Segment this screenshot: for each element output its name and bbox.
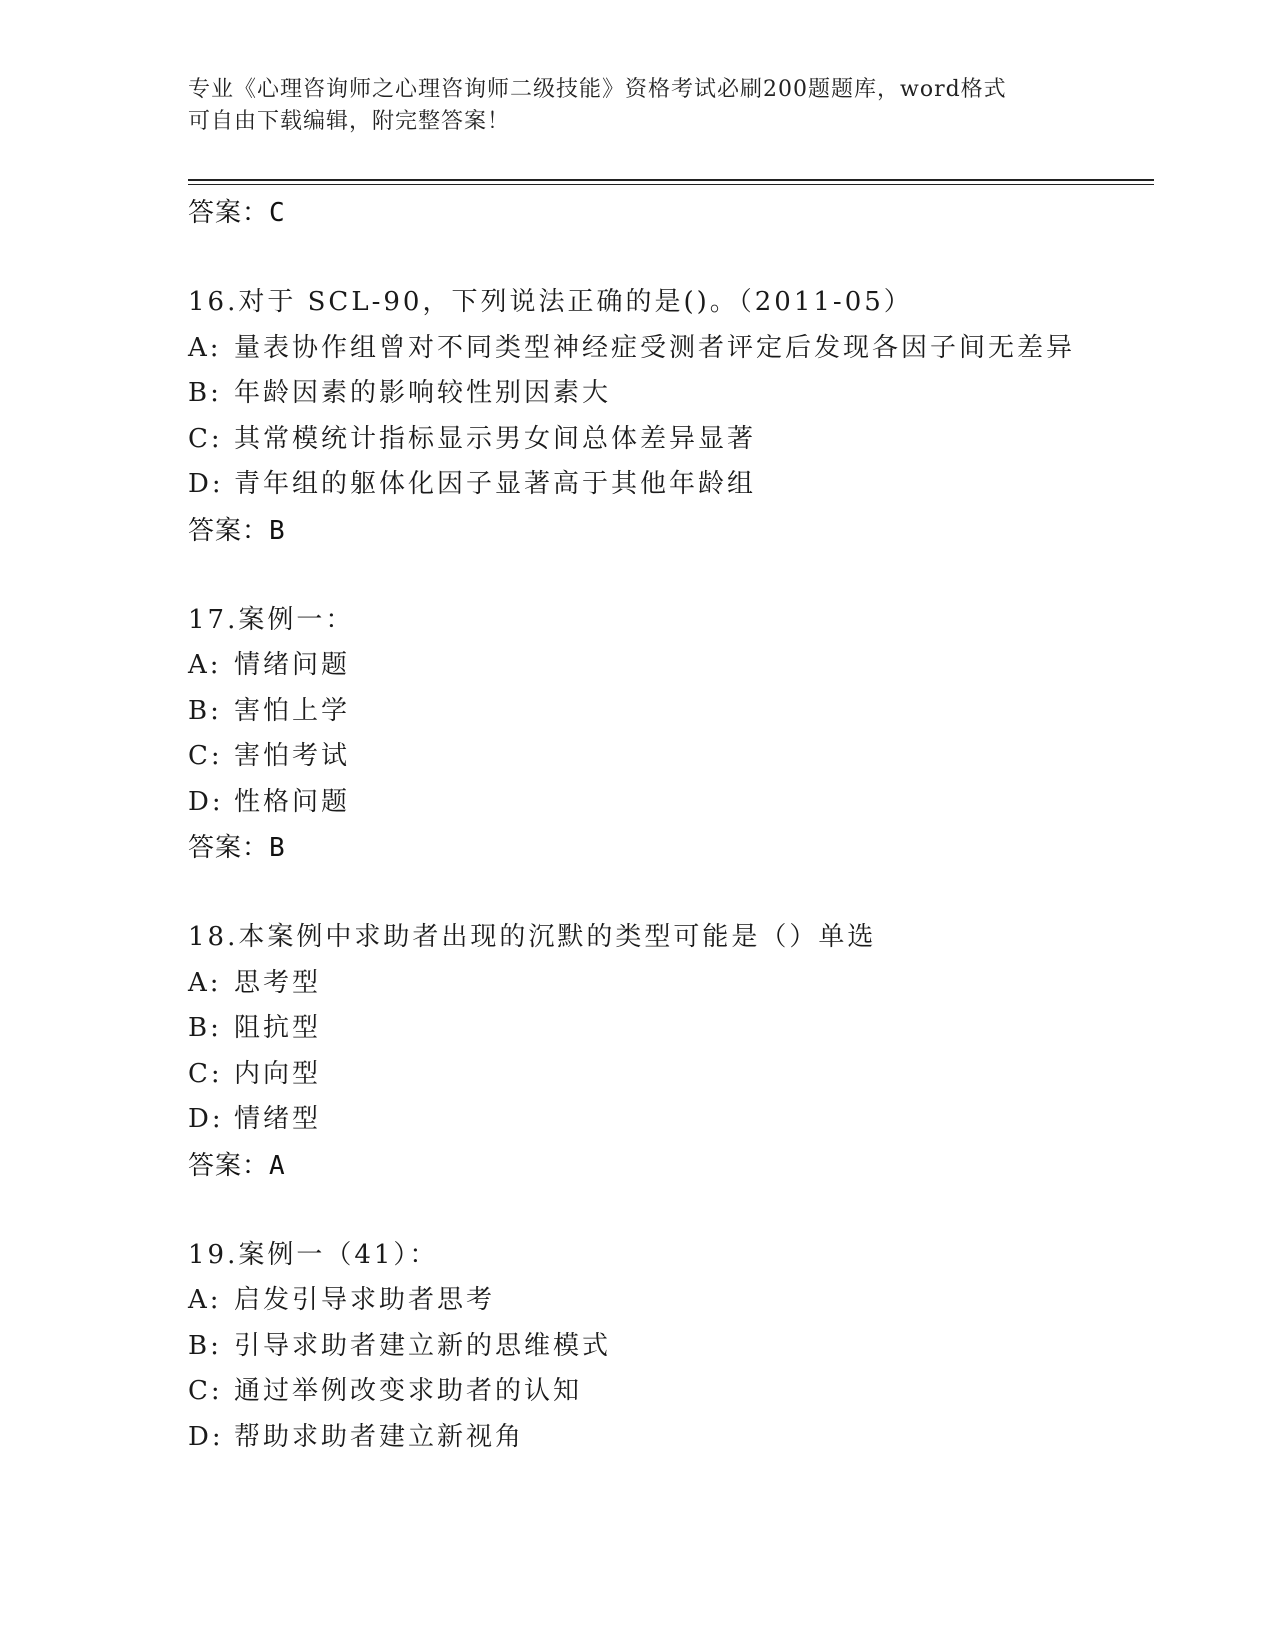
option-d — [188, 462, 1148, 508]
option-b — [188, 1006, 1148, 1052]
option-a — [188, 1278, 1148, 1324]
document-header — [188, 74, 1088, 138]
option-key: B: — [188, 695, 222, 726]
answer-value: B — [269, 833, 286, 863]
option-key: A: — [188, 332, 222, 363]
question-block — [188, 1233, 1148, 1461]
answer-label: 答案： — [188, 1150, 270, 1181]
option-d — [188, 780, 1148, 826]
header-divider-thick — [188, 179, 1154, 181]
option-text: 引导求助者建立新的思维模式 — [234, 1330, 612, 1361]
answer-value: A — [269, 1150, 286, 1181]
answer-line — [188, 508, 1148, 554]
option-key: A: — [188, 967, 222, 998]
answer-label: 答案： — [188, 833, 270, 863]
option-key: D: — [188, 786, 224, 817]
option-key: A: — [188, 650, 222, 680]
option-text: 启发引导求助者思考 — [234, 1285, 496, 1315]
answer-line — [188, 1143, 1148, 1189]
option-key: D: — [188, 1421, 224, 1452]
question-block — [188, 280, 1148, 554]
answer-line — [188, 825, 1148, 871]
option-c — [188, 734, 1148, 780]
option-text: 思考型 — [234, 967, 322, 998]
question-block — [188, 915, 1148, 1189]
option-a — [188, 643, 1148, 689]
question-title: 17.案例一： — [188, 604, 355, 635]
answer-value: B — [269, 515, 286, 546]
header-divider-thin — [188, 184, 1154, 185]
option-text: 情绪问题 — [234, 650, 351, 680]
option-b — [188, 689, 1148, 735]
option-key: C: — [188, 1058, 223, 1089]
answer-line — [188, 190, 1148, 236]
option-key: B: — [188, 378, 222, 408]
option-c — [188, 1052, 1148, 1098]
option-text: 阻抗型 — [234, 1013, 322, 1043]
option-key: C: — [188, 1376, 223, 1406]
answer-value: C — [269, 198, 286, 228]
option-key: B: — [188, 1013, 222, 1043]
option-a — [188, 961, 1148, 1007]
option-d — [188, 1415, 1148, 1461]
option-text: 年龄因素的影响较性别因素大 — [234, 378, 612, 408]
answer-label: 答案： — [188, 198, 270, 228]
option-key: C: — [188, 423, 223, 454]
option-key: A: — [188, 1285, 222, 1315]
question-block — [188, 598, 1148, 872]
option-b — [188, 1324, 1148, 1370]
option-d — [188, 1097, 1148, 1143]
document-body — [188, 190, 1148, 1460]
option-text: 害怕上学 — [234, 695, 351, 726]
option-c — [188, 417, 1148, 463]
option-text: 内向型 — [234, 1058, 322, 1089]
option-text: 性格问题 — [234, 786, 351, 817]
option-key: D: — [188, 469, 224, 499]
option-text: 青年组的躯体化因子显著高于其他年龄组 — [234, 469, 757, 499]
option-text: 通过举例改变求助者的认知 — [234, 1376, 583, 1406]
option-key: B: — [188, 1330, 222, 1361]
option-text: 害怕考试 — [234, 741, 351, 771]
option-key: D: — [188, 1104, 224, 1134]
header-line-2: 可自由下载编辑，附完整答案！ — [188, 109, 511, 134]
option-text: 帮助求助者建立新视角 — [234, 1421, 525, 1452]
header-line-1: 专业《心理咨询师之心理咨询师二级技能》资格考试必刷200题题库，word格式 — [188, 77, 1007, 102]
option-c — [188, 1369, 1148, 1415]
question-title: 19.案例一（41）： — [188, 1239, 439, 1270]
question-title: 18.本案例中求助者出现的沉默的类型可能是（）单选 — [188, 922, 877, 952]
option-b — [188, 371, 1148, 417]
option-text: 情绪型 — [234, 1104, 322, 1134]
option-a — [188, 326, 1148, 372]
option-text: 其常模统计指标显示男女间总体差异显著 — [234, 423, 757, 454]
question-title: 16.对于 SCL-90，下列说法正确的是()。（2011-05） — [188, 287, 913, 317]
option-text: 量表协作组曾对不同类型神经症受测者评定后发现各因子间无差异 — [234, 332, 1076, 363]
option-key: C: — [188, 741, 223, 771]
answer-label: 答案： — [188, 515, 270, 546]
